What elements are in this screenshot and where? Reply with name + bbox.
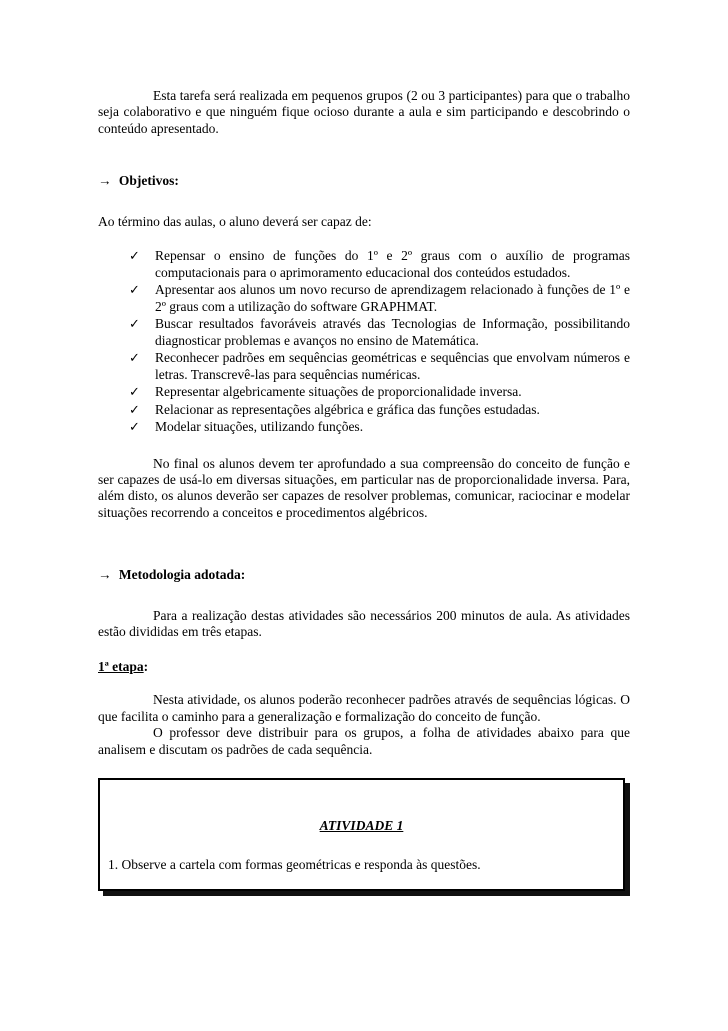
objective-text: Repensar o ensino de funções do 1º e 2º graus com o auxílio de programas computacionais para o aprimoramento educacional dos conteúdos estudados. <box>155 248 630 280</box>
objective-item <box>98 419 630 435</box>
objectives-lead-in: Ao término das aulas, o aluno deverá ser capaz de: <box>98 213 372 229</box>
check-icon: ✓ <box>129 282 140 298</box>
activity-box <box>98 778 625 891</box>
intro-paragraph: Esta tarefa será realizada em pequenos grupos (2 ou 3 participantes) para que o trabalho seja colaborativo e que ninguém fique ocioso durante a aula e sim participando e descobrindo o conteúdo apresentado. <box>98 88 630 136</box>
objective-text: Buscar resultados favoráveis através das Tecnologias de Informação, possibilitando diagnosticar problemas e avanços no ensino de Matemática. <box>155 316 630 348</box>
activity-instruction: 1. Observe a cartela com formas geométricas e responda às questões. <box>108 856 481 872</box>
check-icon: ✓ <box>129 401 140 417</box>
objectives-list <box>98 248 630 435</box>
check-icon: ✓ <box>129 350 140 366</box>
objective-text: Representar algebricamente situações de proporcionalidade inversa. <box>155 384 522 400</box>
objectives-heading-label: Objetivos: <box>118 173 179 189</box>
stage1-paragraph-1: Nesta atividade, os alunos poderão reconhecer padrões através de sequências lógicas. O que facilita o caminho para a generalização e formalização do conceito de função. <box>98 692 630 724</box>
objectives-heading <box>98 173 630 189</box>
objective-text: Modelar situações, utilizando funções. <box>155 419 364 435</box>
methodology-intro-paragraph: Para a realização destas atividades são necessários 200 minutos de aula. As atividades estão divididas em três etapas. <box>98 607 630 640</box>
stage1-heading-colon: : <box>143 658 149 674</box>
objective-text: Relacionar as representações algébrica e gráfica das funções estudadas. <box>155 401 540 417</box>
arrow-icon: → <box>98 173 112 189</box>
stage1-heading-label: 1ª etapa <box>98 658 144 674</box>
conclusion-paragraph: No final os alunos devem ter aprofundado a sua compreensão do conceito de função e ser capazes de usá-lo em diversas situações, em particular nas de proporcionalidade inversa. Para, além disto, os alunos deverão ser capazes de resolver problemas, comunicar, raciocinar e modelar situações recorrendo a conceitos e procedimentos algébricos. <box>98 455 630 520</box>
arrow-icon: → <box>98 567 112 583</box>
methodology-heading-label: Metodologia adotada: <box>118 567 246 583</box>
check-icon: ✓ <box>129 419 140 435</box>
methodology-heading <box>98 567 630 583</box>
objective-text: Apresentar aos alunos um novo recurso de aprendizagem relacionado à funções de 1º e 2º graus com a utilização do software GRAPHMAT. <box>155 282 630 314</box>
objective-item <box>98 282 630 315</box>
check-icon: ✓ <box>129 316 140 332</box>
activity-title: ATIVIDADE 1 <box>319 818 404 834</box>
objective-item <box>98 350 630 383</box>
objective-item <box>98 248 630 281</box>
objective-item <box>98 402 630 418</box>
check-icon: ✓ <box>129 248 140 264</box>
check-icon: ✓ <box>129 384 140 400</box>
objective-item <box>98 316 630 349</box>
stage1-paragraph-2: O professor deve distribuir para os grupos, a folha de atividades abaixo para que analisem e discutam os padrões de cada sequência. <box>98 725 630 757</box>
objective-item <box>98 384 630 400</box>
objective-text: Reconhecer padrões em sequências geométricas e sequências que envolvam números e letras. Transcrevê-las para sequências numéricas. <box>155 350 630 382</box>
stage1-heading <box>98 659 630 675</box>
